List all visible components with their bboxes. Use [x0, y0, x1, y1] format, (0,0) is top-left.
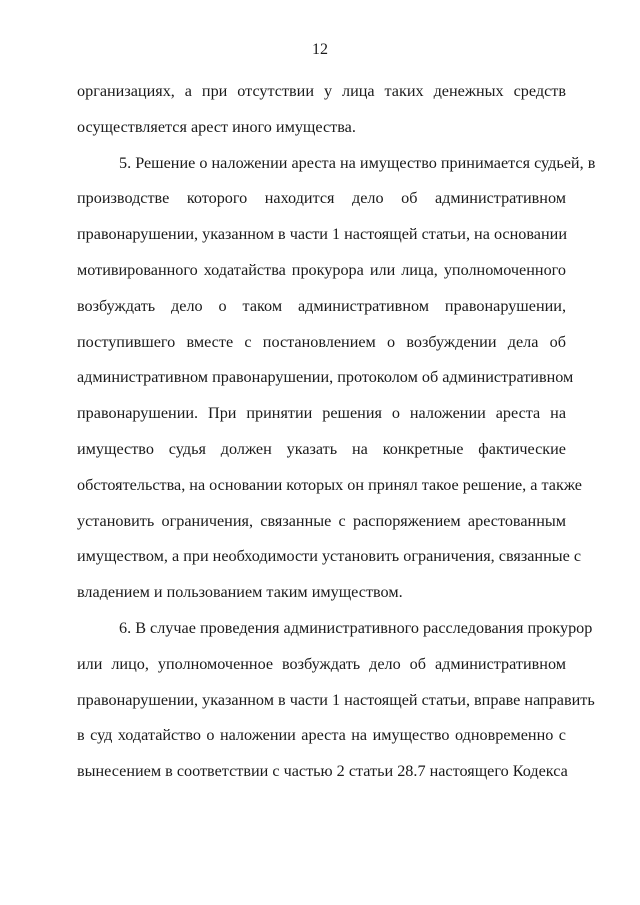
text-line: 5. Решение о наложении ареста на имущество принимается судьей, в	[119, 153, 596, 172]
text-line: имущество судья должен указать на конкретные фактические	[77, 439, 566, 458]
text-line: имуществом, а при необходимости установить ограничения, связанные с	[77, 547, 582, 566]
text-line: в суд ходатайство о наложении ареста на имущество одновременно с	[77, 726, 566, 745]
text-line: правонарушении. При принятии решения о наложении ареста на	[77, 404, 566, 423]
text-line: осуществляется арест иного имущества.	[77, 117, 356, 136]
text-line: обстоятельства, на основании которых он принял такое решение, а также	[77, 475, 582, 494]
text-line: правонарушении, указанном в части 1 настоящей статьи, вправе направить	[77, 690, 595, 709]
text-line: мотивированного ходатайства прокурора или лица, уполномоченного	[77, 260, 566, 279]
text-line: владением и пользованием таким имуществом.	[77, 583, 403, 602]
text-line: 6. В случае проведения административного расследования прокурор	[119, 618, 593, 637]
page-number: 12	[312, 41, 328, 58]
document-body	[77, 74, 596, 790]
text-line: вынесением в соответствии с частью 2 статьи 28.7 настоящего Кодекса	[77, 762, 568, 781]
text-line: правонарушении, указанном в части 1 настоящей статьи, на основании	[77, 225, 567, 244]
text-line: или лицо, уполномоченное возбуждать дело об административном	[77, 654, 566, 673]
text-line: производстве которого находится дело об административном	[77, 189, 566, 208]
text-line: поступившего вместе с постановлением о возбуждении дела об	[77, 332, 566, 351]
text-line: возбуждать дело о таком административном правонарушении,	[77, 296, 566, 315]
text-line: административном правонарушении, протоколом об административном	[77, 368, 574, 387]
text-line: организациях, а при отсутствии у лица таких денежных средств	[77, 82, 566, 100]
text-line: установить ограничения, связанные с распоряжением арестованным	[77, 511, 566, 530]
